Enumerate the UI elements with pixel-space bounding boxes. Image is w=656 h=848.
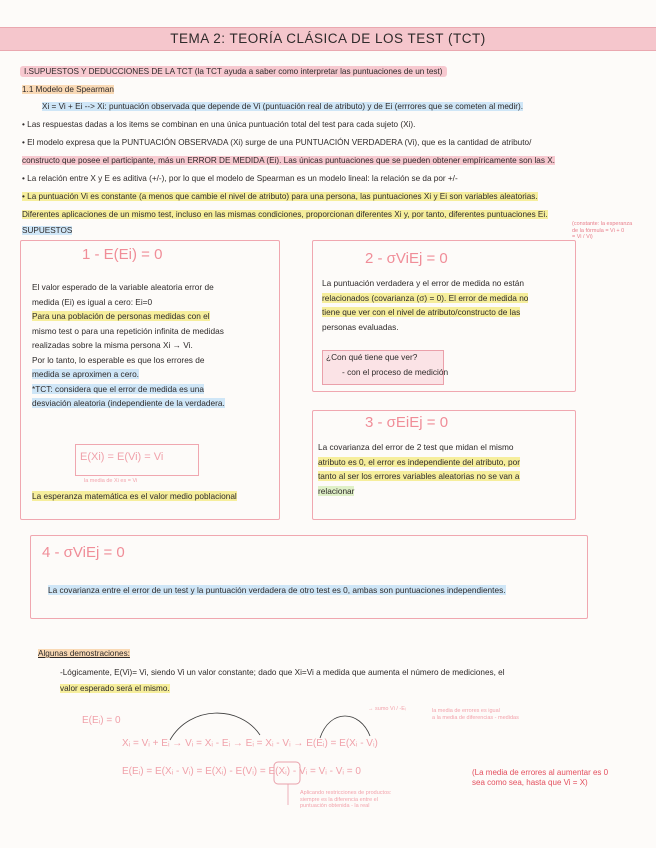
- demo-note-sumo: → sumo Vi / -Eᵢ: [368, 706, 406, 712]
- demo-note-media: la media de errores es igual a la media de diferencias - medidas: [432, 708, 519, 721]
- page-title: TEMA 2: TEORÍA CLÁSICA DE LOS TEST (TCT): [0, 27, 656, 51]
- intro-line-3: constructo que posee el participante, más un ERROR DE MEDIDA (Ei). Las únicas puntuaciones que se pueden obtener empíricamente son las X.: [22, 156, 555, 165]
- box1-formula: E(Xi) = E(Vi) = Vi: [80, 451, 164, 463]
- demos-line-1: valor esperado será el mismo.: [60, 684, 170, 693]
- model-heading-text: 1.1 Modelo de Spearman: [22, 85, 114, 94]
- box2-text: La puntuación verdadera y el error de medida no están relacionados (covarianza (σ) = 0). El error de medida no tiene que ver con el nivel de atributo/constructo de las personas evaluadas.: [322, 278, 529, 332]
- demo-eq0: E(Eᵢ) = 0: [82, 715, 121, 726]
- box3-title: 3 - σEiEj = 0: [365, 414, 449, 431]
- box1-footer: La esperanza matemática es el valor medio poblacional: [32, 491, 237, 501]
- model-heading: [22, 84, 114, 95]
- demos-heading: Algunas demostraciones:: [38, 649, 130, 658]
- section-header: [20, 66, 447, 77]
- demo-eq1: Xᵢ = Vᵢ + Eᵢ → Vᵢ = Xᵢ - Eᵢ → Eᵢ = Xᵢ - Vᵢ → E(Eᵢ) = E(Xᵢ - Vᵢ): [122, 738, 378, 749]
- intro-line-5: • La puntuación Vi es constante (a menos que cambie el nivel de atributo) para una persona, las puntuaciones Xi y Ei son variables aleatorias.: [22, 192, 538, 201]
- box2-question: ¿Con qué tiene que ver? - con el proceso de medición: [326, 352, 449, 377]
- demo-eq2: E(Eᵢ) = E(Xᵢ - Vᵢ) = E(Xᵢ) - E(Vᵢ) = E(Xᵢ) - Vᵢ = Vᵢ - Vᵢ = 0: [122, 766, 361, 777]
- intro-line-0: Xi = Vi + Ei --> Xi: puntuación observada que depende de Vi (puntuación real de atributo) y de Ei (errrores que se cometen al medir).: [42, 102, 523, 111]
- margin-note: (constante: la esperanza de la fórmula = Vi + 0 = Vi / Vi): [572, 221, 633, 240]
- demo-note-bottom: Aplicando restricciones de productos: siempre es la diferencia entre el puntuación obtenida - la real: [300, 790, 392, 809]
- box2-title: 2 - σViEj = 0: [365, 250, 448, 267]
- box4-title: 4 - σViEj = 0: [42, 544, 125, 561]
- box1-text: El valor esperado de la variable aleatoria error de medida (Ei) es igual a cero: Ei=0 Para una población de personas medidas con el mismo test o para una repetición infinita de medidas realizadas sobre la misma persona Xi → Vi. Por lo tanto, lo esperable es que los errores de medida se aproximen a cero. *TCT: considera que el error de medida es una desviación aleatoria (independiente de la verdadera.: [32, 282, 225, 408]
- supuestos-label: SUPUESTOS: [22, 226, 73, 235]
- intro-line-2: • El modelo expresa que la PUNTUACIÓN OBSERVADA (Xi) surge de una PUNTUACIÓN VERDADERA (Vi), que es la cantidad de atributo/: [22, 138, 532, 147]
- box1-formula-note: la media de Xi es = Vi: [84, 478, 138, 484]
- demo-red-note: (La media de errores al aumentar es 0 sea como sea, hasta que Vi = X): [472, 768, 609, 787]
- box1-title: 1 - E(Ei) = 0: [82, 246, 163, 263]
- intro-line-1: • Las respuestas dadas a los items se combinan en una única puntuación total del test para cada sujeto (Xi).: [22, 120, 416, 129]
- box3-text: La covarianza del error de 2 test que midan el mismo atributo es 0, el error es independiente del atributo, por tanto al ser los errores variables aleatorias no se van a relacionar: [318, 442, 521, 496]
- box4-text: La covarianza entre el error de un test y la puntuación verdadera de otro test es 0, ambas son puntuaciones independientes.: [48, 585, 506, 595]
- intro-line-4: • La relación entre X y E es aditiva (+/-), por lo que el modelo de Spearman es un modelo lineal: la relación se da por +/-: [22, 174, 458, 183]
- section-header-text: I.SUPUESTOS Y DEDUCCIONES DE LA TCT (la TCT ayuda a saber como interpretar las puntuaciones de un test): [20, 66, 447, 77]
- demos-line-0: -Lógicamente, E(Vi)= Vi, siendo Vi un valor constante; dado que Xi=Vi a medida que aumenta el número de mediciones, el: [60, 668, 505, 677]
- intro-line-6: Diferentes aplicaciones de un mismo test, incluso en las mismas condiciones, proporcionan diferentes Xi y, por tanto, diferentes puntuaciones Ei.: [22, 210, 548, 219]
